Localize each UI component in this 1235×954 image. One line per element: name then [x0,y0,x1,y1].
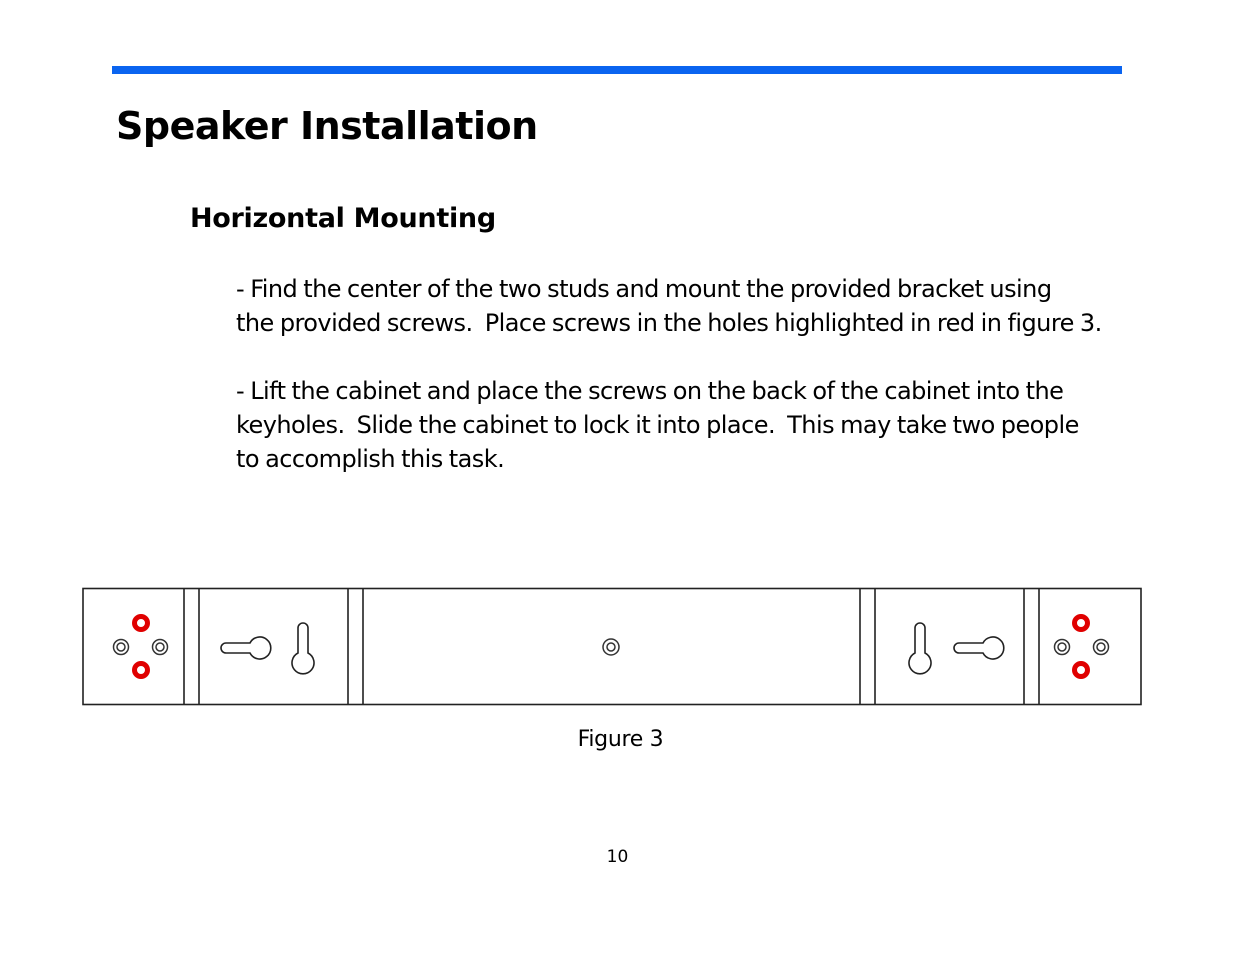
left-screw-hole-cluster [114,617,168,677]
highlighted-screw-hole [1075,664,1088,677]
screw-hole-inner [1097,643,1105,651]
highlighted-screw-hole [135,617,148,630]
horizontal-keyhole [221,637,271,659]
screw-hole-inner [156,643,164,651]
header-rule [112,66,1122,74]
paragraph-line: to accomplish this task. [236,445,505,473]
right-keyholes [909,623,1004,674]
instruction-paragraph-1 [236,272,1226,340]
paragraph-line: - Find the center of the two studs and mount the provided bracket using [236,275,1052,303]
paragraph-line: keyholes. Slide the cabinet to lock it into place. This may take two people [236,411,1079,439]
left-keyholes [221,623,314,674]
bracket-diagram [82,587,1142,707]
center-screw-hole [603,639,619,655]
highlighted-screw-hole [1075,617,1088,630]
right-screw-hole-cluster [1055,617,1109,677]
page-number: 10 [606,847,629,867]
section-heading: Horizontal Mounting [190,203,496,234]
horizontal-keyhole [954,637,1004,659]
figure-caption: Figure 3 [577,727,664,752]
screw-hole-inner [117,643,125,651]
paragraph-line: the provided screws. Place screws in the holes highlighted in red in figure 3. [236,309,1102,337]
screw-hole-inner [1058,643,1066,651]
page-title: Speaker Installation [116,104,538,148]
paragraph-line: - Lift the cabinet and place the screws on the back of the cabinet into the [236,377,1064,405]
bracket-figure [82,587,1142,707]
vertical-keyhole [292,623,314,674]
vertical-keyhole [909,623,931,674]
instruction-paragraph-2 [236,374,1226,476]
screw-hole-inner [607,643,615,651]
highlighted-screw-hole [135,664,148,677]
